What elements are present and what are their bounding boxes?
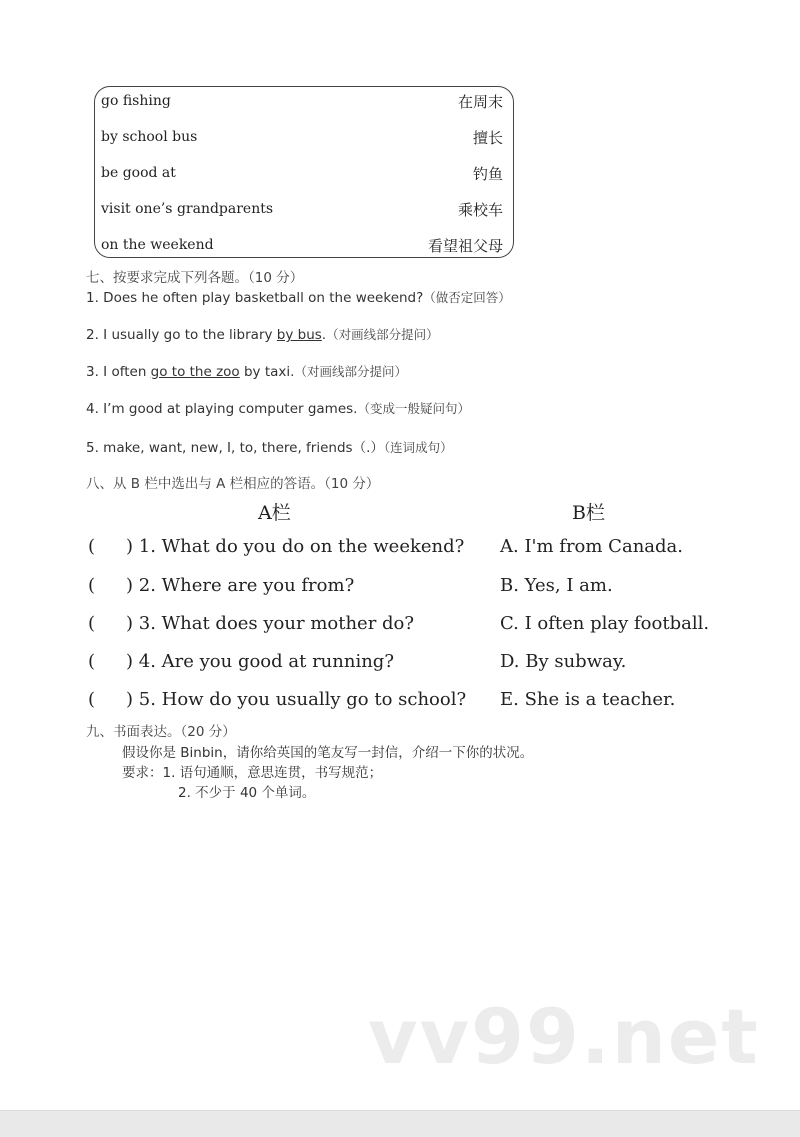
match-chinese: 钓鱼 bbox=[472, 165, 503, 183]
match-question-row bbox=[86, 536, 726, 564]
question-text: 4. I’m good at playing computer games. bbox=[86, 401, 358, 417]
match-question-row bbox=[86, 689, 726, 717]
section-9-heading: 九、书面表达。（20 分） bbox=[86, 724, 236, 740]
section-7-heading: 七、按要求完成下列各题。（10 分） bbox=[86, 270, 304, 286]
question-line bbox=[86, 362, 407, 380]
match-row bbox=[101, 199, 503, 223]
underlined-phrase: by bus bbox=[276, 327, 322, 343]
match-chinese: 在周末 bbox=[457, 93, 503, 111]
section-8-heading: 八、从 B 栏中选出与 A 栏相应的答语。（10 分） bbox=[86, 476, 380, 492]
page-bottom-bar bbox=[0, 1110, 800, 1137]
question-text: 1. Does he often play basketball on the weekend? bbox=[86, 290, 424, 306]
question-text: 3. I often bbox=[86, 364, 151, 380]
question-text-end: . bbox=[321, 327, 327, 343]
writing-requirement-1: 要求：1. 语句通顺，意思连贯，书写规范； bbox=[122, 765, 383, 781]
column-b-answer: E. She is a teacher. bbox=[500, 689, 676, 710]
question-line bbox=[86, 436, 453, 456]
column-b-answer: B. Yes, I am. bbox=[500, 575, 613, 596]
question-text-end: by taxi. bbox=[239, 364, 295, 380]
question-instruction: （对画线部分提问） bbox=[294, 364, 407, 379]
match-english: on the weekend bbox=[101, 237, 214, 253]
question-instruction: （做否定回答） bbox=[423, 290, 511, 305]
answer-blank: ( bbox=[88, 689, 96, 710]
question-text: 2. I usually go to the library bbox=[86, 327, 277, 343]
column-b-answer: D. By subway. bbox=[500, 651, 627, 672]
match-english: go fishing bbox=[101, 93, 171, 109]
match-row bbox=[101, 235, 503, 259]
match-question-row bbox=[86, 575, 726, 603]
column-a-header: A栏 bbox=[258, 502, 291, 524]
writing-prompt: 假设你是 Binbin，请你给英国的笔友写一封信，介绍一下你的状况。 bbox=[122, 745, 534, 761]
column-b-header: B栏 bbox=[572, 502, 605, 524]
question-instruction: （对画线部分提问） bbox=[326, 327, 439, 342]
match-row bbox=[101, 91, 503, 115]
match-english: be good at bbox=[101, 165, 176, 181]
watermark-text: vv99.net bbox=[368, 992, 760, 1081]
column-a-question: ) 1. What do you do on the weekend? bbox=[126, 536, 465, 557]
answer-blank: ( bbox=[88, 536, 96, 557]
underlined-phrase: go to the zoo bbox=[150, 364, 240, 380]
question-line bbox=[86, 288, 511, 306]
question-instruction: （连词成句） bbox=[383, 440, 453, 455]
vocabulary-match-box bbox=[94, 86, 514, 258]
match-english: by school bus bbox=[101, 129, 198, 145]
question-text: 5. make, want, new, I, to, there, friends（.） bbox=[86, 440, 384, 456]
match-chinese: 看望祖父母 bbox=[427, 237, 503, 255]
answer-blank: ( bbox=[88, 651, 96, 672]
match-row bbox=[101, 127, 503, 151]
match-chinese: 乘校车 bbox=[457, 201, 503, 219]
column-a-question: ) 2. Where are you from? bbox=[126, 575, 355, 596]
match-row bbox=[101, 163, 503, 187]
question-line bbox=[86, 399, 470, 417]
column-a-question: ) 4. Are you good at running? bbox=[126, 651, 394, 672]
answer-blank: ( bbox=[88, 575, 96, 596]
column-b-answer: A. I'm from Canada. bbox=[500, 536, 683, 557]
match-english: visit one’s grandparents bbox=[101, 201, 274, 217]
column-b-answer: C. I often play football. bbox=[500, 613, 710, 634]
question-line bbox=[86, 325, 439, 343]
match-chinese: 擅长 bbox=[472, 129, 503, 147]
column-a-question: ) 5. How do you usually go to school? bbox=[126, 689, 467, 710]
match-question-row bbox=[86, 651, 726, 679]
column-a-question: ) 3. What does your mother do? bbox=[126, 613, 415, 634]
writing-requirement-2: 2. 不少于 40 个单词。 bbox=[178, 785, 316, 801]
question-instruction: （变成一般疑问句） bbox=[357, 401, 470, 416]
answer-blank: ( bbox=[88, 613, 96, 634]
match-question-row bbox=[86, 613, 726, 641]
